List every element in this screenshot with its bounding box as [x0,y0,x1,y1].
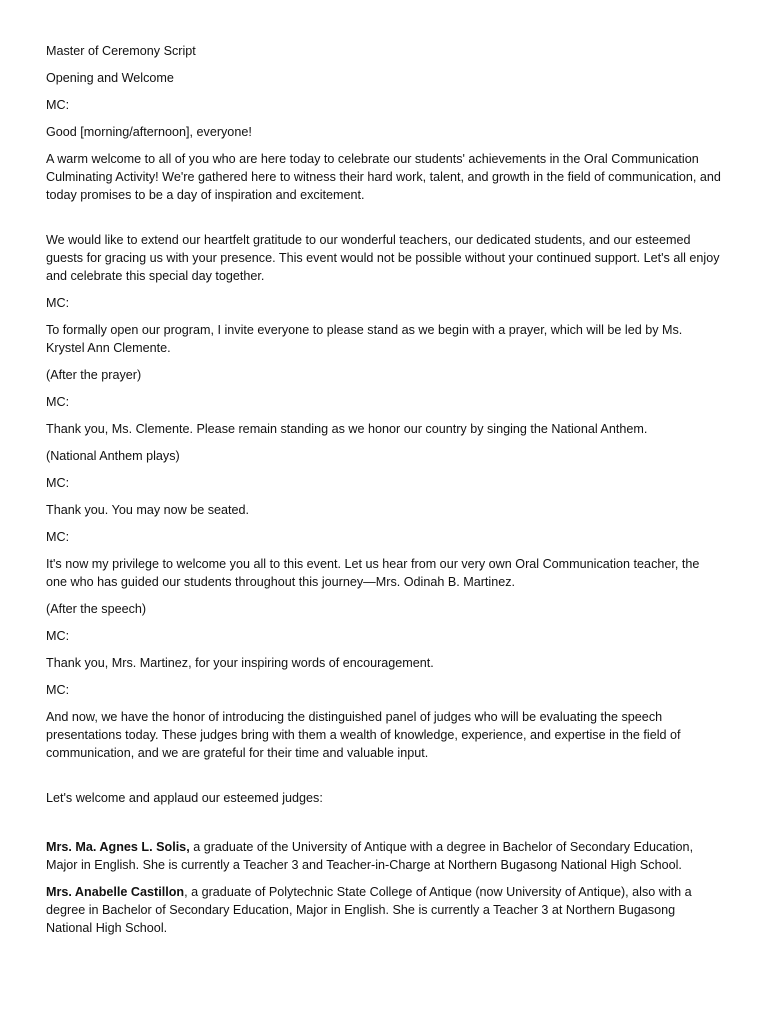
spacer [46,213,722,231]
mc-label: MC: [46,476,70,490]
mc-label: MC: [46,296,70,310]
anthem-intro: Thank you, Ms. Clemente. Please remain standing as we honor our country by singing the National Anthem. [46,422,648,436]
gratitude-paragraph: We would like to extend our heartfelt gratitude to our wonderful teachers, our dedicated students, and our esteemed guests for gracing us with your presence. This event would not be possible without your continued support. Let's all enjoy and celebrate this special day together. [46,233,720,283]
seated-line: Thank you. You may now be seated. [46,503,250,517]
mc-label: MC: [46,395,70,409]
section-heading: Opening and Welcome [46,71,174,85]
mc-label: MC: [46,683,70,697]
prayer-invite: To formally open our program, I invite everyone to please stand as we begin with a prayer, which will be led by Ms. Krystel Ann Clemente. [46,323,683,355]
judge-name: Mrs. Ma. Agnes L. Solis, [46,840,190,854]
mc-label: MC: [46,98,70,112]
document-title: Master of Ceremony Script [46,44,196,58]
mc-label: MC: [46,629,70,643]
judge-description: , a graduate of Polytechnic State College of Antique (now University of Antique), also with a degree in Bachelor of Secondary Education, Major in English. She is currently a Teacher 3 at Northern Bugasong National High School. [46,885,692,935]
judge-description: a graduate of the University of Antique with a degree in Bachelor of Secondary Education, Major in English. She is currently a Teacher 3 and Teacher-in-Charge at Northern Bugasong National High School. [46,840,694,872]
greeting: Good [morning/afternoon], everyone! [46,125,252,139]
judge-entry [46,883,722,937]
welcome-paragraph: A warm welcome to all of you who are here today to celebrate our students' achievements in the Oral Communication Culminating Activity! We're gathered here to witness their hard work, talent, and growth in the field of communication, and today promises to be a day of inspiration and excitement. [46,152,721,202]
judge-entry [46,838,722,874]
spacer [46,771,722,789]
after-speech-note: (After the speech) [46,602,147,616]
spacer [46,816,722,838]
thanks-martinez: Thank you, Mrs. Martinez, for your inspiring words of encouragement. [46,656,434,670]
judges-intro: And now, we have the honor of introducing the distinguished panel of judges who will be evaluating the speech presentations today. These judges bring with them a wealth of knowledge, experience, and expertise in the field of communication, and we are grateful for their time and valuable input. [46,710,681,760]
teacher-intro: It's now my privilege to welcome you all to this event. Let us hear from our very own Oral Communication teacher, the one who has guided our students throughout this journey—Mrs. Odinah B. Martinez. [46,557,700,589]
after-prayer-note: (After the prayer) [46,368,142,382]
anthem-note: (National Anthem plays) [46,449,180,463]
applaud-line: Let's welcome and applaud our esteemed judges: [46,791,323,805]
mc-label: MC: [46,530,70,544]
judge-name: Mrs. Anabelle Castillon [46,885,185,899]
